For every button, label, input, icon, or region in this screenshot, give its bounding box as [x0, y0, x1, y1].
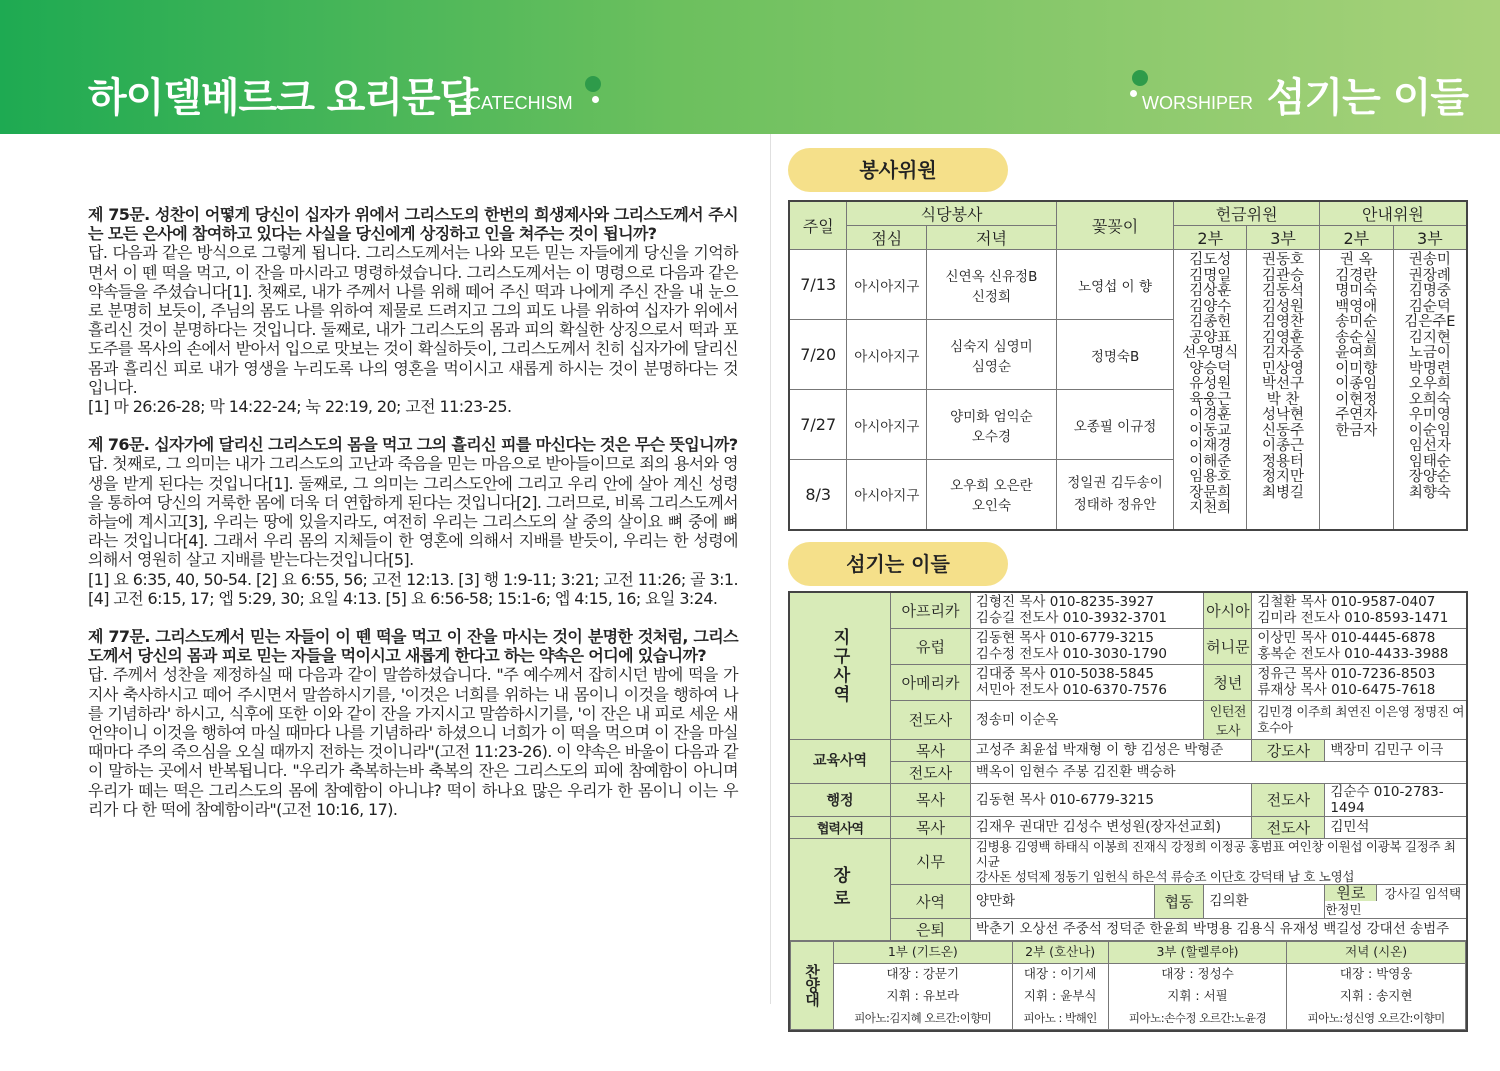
question-77 — [88, 627, 738, 819]
choir-accompanist: 피아노:성신영 오르간:이향미 — [1287, 1007, 1466, 1029]
choir-table — [790, 941, 1466, 1030]
evangelist-label: 전도사 — [891, 700, 971, 739]
elder-label: 장로 — [789, 838, 891, 940]
choir-label: 찬양대 — [791, 941, 834, 1029]
green-dot-icon — [1132, 70, 1148, 86]
header-date: 주일 — [789, 201, 847, 250]
choir-leader: 대장 : 이기세 — [1012, 963, 1108, 985]
choir-name: 2부 (호산나) — [1012, 941, 1108, 963]
header-banner — [0, 0, 1500, 134]
row-flower: 정명숙B — [1056, 320, 1174, 390]
europe-contacts: 김동현 목사 010-6779-3215 김수정 전도사 010-3030-1790 — [970, 628, 1204, 664]
choir-conductor: 지휘 : 윤부식 — [1012, 985, 1108, 1007]
row-dinner: 오우희 오은란 오인숙 — [927, 460, 1057, 530]
resigned-label: 사역 — [891, 884, 971, 918]
admin-label: 행정 — [789, 783, 891, 816]
column-divider — [770, 134, 771, 1004]
america-label: 아메리카 — [891, 664, 971, 700]
question-text: 제 76문. 십자가에 달리신 그리스도의 몸을 먹고 그의 흘리신 피를 마신다는 것은 무슨 뜻입니까? — [88, 435, 738, 455]
retired-names: 박춘기 오상선 주중석 정덕준 한윤희 박명용 김용식 유재성 백길성 강대선 송범주 — [970, 918, 1467, 940]
coop-pastor-label: 목사 — [891, 816, 971, 838]
america-contacts: 김대중 목사 010-5038-5845 서민아 전도사 010-6370-7576 — [970, 664, 1204, 700]
answer-text: 답. 첫째로, 그 의미는 내가 그리스도의 고난과 죽음을 믿는 마음으로 받아들이므로 죄의 용서와 영생을 받게 된다는 것입니다[1]. 둘째로, 그 의미는 그리스도안에 그리고 우리 안에 살아 계신 성령을 통하여 당신의 거룩한 몸에 더욱 더 연합하게 된다는 것입니다[2]. 그러므로, 비록 그리스도께서 하늘에 계시고[3], 우리는 땅에 있을지라도, 여전히 우리는 그리스도의 살 중의 살이요 뼈 중에 뼈라는 것입니다[4]. 그래서 우리 몸의 지체들이 한 영혼에 의해서 지배를 받듯이, 우리는 한 성령에 의해서 영원히 살고 지배를 받는다는것입니다[5]. — [88, 454, 738, 570]
header-guide: 안내위원 — [1319, 201, 1467, 226]
answer-text: 답. 다음과 같은 방식으로 그렇게 됩니다. 그리스도께서는 나와 모든 믿는 자들에게 당신을 기억하면서 이 뗀 떡을 먹고, 이 잔을 마시라고 명령하셨습니다. 그리스도께서는 이 명령으로 다음과 같은 약속들을 주셨습니다[1]. 첫째로, 내가 주께서 나를 위해 떼어 주신 떡과 나에게 주신 잔을 내 눈으로 분명히 보듯이, 주님의 몸도 나를 위하여 제물로 드려지고 그의 피도 나를 위하여 십자가 위에서 흘리신 것이 분명하다는 것입니다. 둘째로, 내가 그리스도의 몸과 피의 확실한 상징으로서 떡과 포도주를 목사의 손에서 받아서 입으로 맛보는 것이 확실하듯이, 그리스도께서 친히 십자가에 달리신 몸과 흘리신 피로 내가 영생을 누리도록 나의 영혼을 먹이시고 새롭게 하시는 것이 분명하다는 것입니다. — [88, 243, 738, 397]
header-lunch: 점심 — [847, 226, 927, 250]
row-flower: 노영섭 이 향 — [1056, 250, 1174, 320]
green-dot-icon — [585, 76, 601, 92]
honeymoon-label: 허니문 — [1204, 628, 1252, 664]
africa-contacts: 김형진 목사 010-8235-3927 김승길 전도사 010-3932-3701 — [970, 592, 1204, 628]
row-dinner: 양미화 엄익순 오수경 — [927, 390, 1057, 460]
row-date: 8/3 — [789, 460, 847, 530]
youth-contacts: 정유근 목사 010-7236-8503 류재상 목사 010-6475-7618 — [1252, 664, 1467, 700]
choir-conductor: 지휘 : 송지현 — [1287, 985, 1466, 1007]
references: [1] 마 26:26-28; 막 14:22-24; 눅 22:19, 20; 고전 11:23-25. — [88, 397, 512, 417]
choir-accompanist: 피아노 : 박해인 — [1012, 1007, 1108, 1029]
intern-label: 인턴전도사 — [1204, 700, 1252, 739]
associate-label: 협동 — [1154, 884, 1204, 918]
choir-conductor: 지휘 : 유보라 — [834, 985, 1013, 1007]
volunteers-pill: 봉사위원 — [788, 148, 1008, 192]
header-dinner: 저녁 — [927, 226, 1057, 250]
admin-pastor-names: 김동현 목사 010-6779-3215 — [970, 783, 1251, 816]
resigned-names: 양만화 — [970, 884, 1154, 918]
asia-label: 아시아 — [1204, 592, 1252, 628]
servants-title: 섬기는 이들 — [1266, 75, 1468, 121]
edu-evangelist-names: 백옥이 임현수 주봉 김진환 백승하 — [970, 761, 1467, 783]
retired-label: 은퇴 — [891, 918, 971, 940]
row-dinner: 심숙지 심영미 심영순 — [927, 320, 1057, 390]
honorary-label: 원로 — [1325, 885, 1377, 901]
choir-name: 3부 (할렐루야) — [1108, 941, 1287, 963]
servants-pill: 섬기는 이들 — [788, 542, 1008, 586]
edu-pastor-label: 목사 — [891, 739, 971, 761]
white-dot-icon — [592, 96, 599, 103]
question-text: 제 77문. 그리스도께서 믿는 자들이 이 뗀 떡을 먹고 이 잔을 마시는 것이 분명한 것처럼, 그리스도께서 당신의 몸과 피로 믿는 자들을 먹이시고 새롭게 한다고 하는 약속은 어디에 있습니까? — [88, 627, 738, 666]
europe-label: 유럽 — [891, 628, 971, 664]
choir-name: 저녁 (시온) — [1287, 941, 1466, 963]
references: [1] 요 6:35, 40, 50-54. [2] 요 6:55, 56; 고전 12:13. [3] 행 1:9-11; 3:21; 고전 11:26; 골 3:1. [4] 고전 6:15, 17; 엡 5:29, 30; 요일 4:13. [5] 요 6:56-58; 15:1-6; 엡 4:15, 16; 요일 3:24. — [88, 569, 738, 608]
admin-evangelist-label: 전도사 — [1252, 783, 1325, 816]
intern-names: 김민경 이주희 최연진 이은영 정명진 여호수아 — [1252, 700, 1467, 739]
row-lunch: 아시아지구 — [847, 460, 927, 530]
lecturer-label: 강도사 — [1252, 739, 1325, 761]
header-offering-3: 3부 — [1247, 226, 1320, 250]
row-flower: 오종필 이규정 — [1056, 390, 1174, 460]
admin-evangelist-names: 김순수 010-2783-1494 — [1325, 783, 1467, 816]
choir-name: 1부 (기드온) — [834, 941, 1013, 963]
row-lunch: 아시아지구 — [847, 250, 927, 320]
row-date: 7/13 — [789, 250, 847, 320]
coop-evangelist-names: 김민석 — [1325, 816, 1467, 838]
row-date: 7/27 — [789, 390, 847, 460]
youth-label: 청년 — [1204, 664, 1252, 700]
choir-accompanist: 피아노:손수정 오르간:노윤경 — [1108, 1007, 1287, 1029]
honorary-names: 강사길 임석택 한정민 — [1325, 885, 1462, 917]
coop-pastor-names: 김재우 권대만 김성수 변성원(장자선교회) — [970, 816, 1251, 838]
coop-evangelist-label: 전도사 — [1252, 816, 1325, 838]
offering-2-list: 김도성 김명일 김상훈 김양수 김종헌 공양표 선우명식 양승덕 유성원 육웅근 이경훈 이동교 이재경 이해준 임용호 장문희 지천희 — [1174, 250, 1247, 530]
guide-3-list: 권송미 권장례 김명중 김순덕 김은주E 김지현 노금이 박명련 오우희 오희숙 우미영 이순임 임선자 임태순 장양순 최향숙 — [1393, 250, 1467, 530]
catechism-subtitle: CATECHISM — [468, 93, 573, 113]
honeymoon-contacts: 이상민 목사 010-4445-6878 홍복순 전도사 010-4433-3988 — [1252, 628, 1467, 664]
header-offering-2: 2부 — [1174, 226, 1247, 250]
choir-row — [789, 940, 1467, 1031]
choir-accompanist: 피아노:김지혜 오르간:이향미 — [834, 1007, 1013, 1029]
answer-text: 답. 주께서 성찬을 제정하실 때 다음과 같이 말씀하셨습니다. "주 예수께서 잡히시던 밤에 떡을 가지사 축사하시고 떼어 주시면서 말씀하시기를, '이것은 너희를 위하는 내 몸이니 이것을 행하여 나를 기념하라' 하시고, 식후에 또한 이와 같이 잔을 가지시고 말씀하시기를, '이 잔은 내 피로 세운 새 언약이니 이것을 행하여 마실 때마다 나를 기념하라' 하셨으니 너희가 이 떡을 먹으며 이 잔을 마실 때마다 주의 죽으심을 오실 때까지 전하는 것이니라"(고전 11:23-26). 이 약속은 바울이 다음과 같이 말하는 곳에서 반복됩니다. "우리가 축복하는바 축복의 잔은 그리스도의 피에 참예함이 아니며 우리가 떼는 떡은 그리스도의 몸에 참예함이 아니냐? 떡이 하나요 많은 우리가 한 몸이니 이는 우리가 다 한 떡에 참예함이라"(고전 10:16, 17). — [88, 665, 738, 819]
row-lunch: 아시아지구 — [847, 390, 927, 460]
servants-table — [788, 591, 1468, 1032]
choir-leader: 대장 : 강문기 — [834, 963, 1013, 985]
question-76 — [88, 435, 738, 608]
catechism-title: 하이델베르크 요리문답 — [88, 75, 478, 121]
header-offering: 헌금위원 — [1174, 201, 1320, 226]
guide-2-list: 권 옥 김경란 명미숙 백영애 송미순 송순실 윤여희 이미향 이종임 이현정 주연자 한금자 — [1319, 250, 1393, 530]
choir-leader: 대장 : 박영웅 — [1287, 963, 1466, 985]
choir-leader: 대장 : 정성수 — [1108, 963, 1287, 985]
header-flower: 꽃꽂이 — [1056, 201, 1174, 250]
row-date: 7/20 — [789, 320, 847, 390]
header-guide-3: 3부 — [1393, 226, 1467, 250]
catechism-section — [88, 205, 738, 838]
district-label: 지구사역 — [789, 592, 891, 739]
worshiper-subtitle: WORSHIPER — [1142, 93, 1254, 113]
africa-label: 아프리카 — [891, 592, 971, 628]
choir-conductor: 지휘 : 서필 — [1108, 985, 1287, 1007]
row-dinner: 신연옥 신유정B 신정희 — [927, 250, 1057, 320]
header-guide-2: 2부 — [1319, 226, 1393, 250]
honorary-cell — [1325, 884, 1467, 918]
evangelist-names: 정송미 이순옥 — [970, 700, 1204, 739]
header-meal: 식당봉사 — [847, 201, 1056, 226]
white-dot-icon — [1130, 90, 1137, 97]
offering-3-list: 권동호 김관승 김동석 김성원 김영찬 김영훈 김자중 민상영 박선구 박 찬 성낙현 신동주 이종근 정용터 정지만 최병길 — [1247, 250, 1320, 530]
admin-pastor-label: 목사 — [891, 783, 971, 816]
table-row — [789, 250, 1467, 320]
coop-label: 협력사역 — [789, 816, 891, 838]
edu-pastor-names: 고성주 최윤섭 박재형 이 향 김성은 박형준 — [970, 739, 1251, 761]
edu-evangelist-label: 전도사 — [891, 761, 971, 783]
active-elder-names: 김병용 김영백 하태식 이봉희 진재식 강정희 이정공 홍범표 여인창 이원섭 이광복 길정주 최시균 강사돈 성덕제 정동기 임헌식 하은석 류승조 이단호 강덕태 남 호 노영섭 — [970, 838, 1467, 884]
question-75 — [88, 205, 738, 416]
associate-names: 김의환 — [1204, 884, 1325, 918]
volunteers-table — [788, 200, 1468, 531]
asia-contacts: 김철환 목사 010-9587-0407 김미라 전도사 010-8593-1471 — [1252, 592, 1467, 628]
education-label: 교육사역 — [789, 739, 891, 783]
lecturer-names: 백장미 김민구 이극 — [1325, 739, 1467, 761]
question-text: 제 75문. 성찬이 어떻게 당신이 십자가 위에서 그리스도의 한번의 희생제사와 그리스도께서 주시는 모든 은사에 참여하고 있다는 사실을 당신에게 상징하고 인을 쳐주는 것이 됩니까? — [88, 205, 738, 244]
row-flower: 정일권 김두송이 정태하 정유안 — [1056, 460, 1174, 530]
active-elder-label: 시무 — [891, 838, 971, 884]
row-lunch: 아시아지구 — [847, 320, 927, 390]
